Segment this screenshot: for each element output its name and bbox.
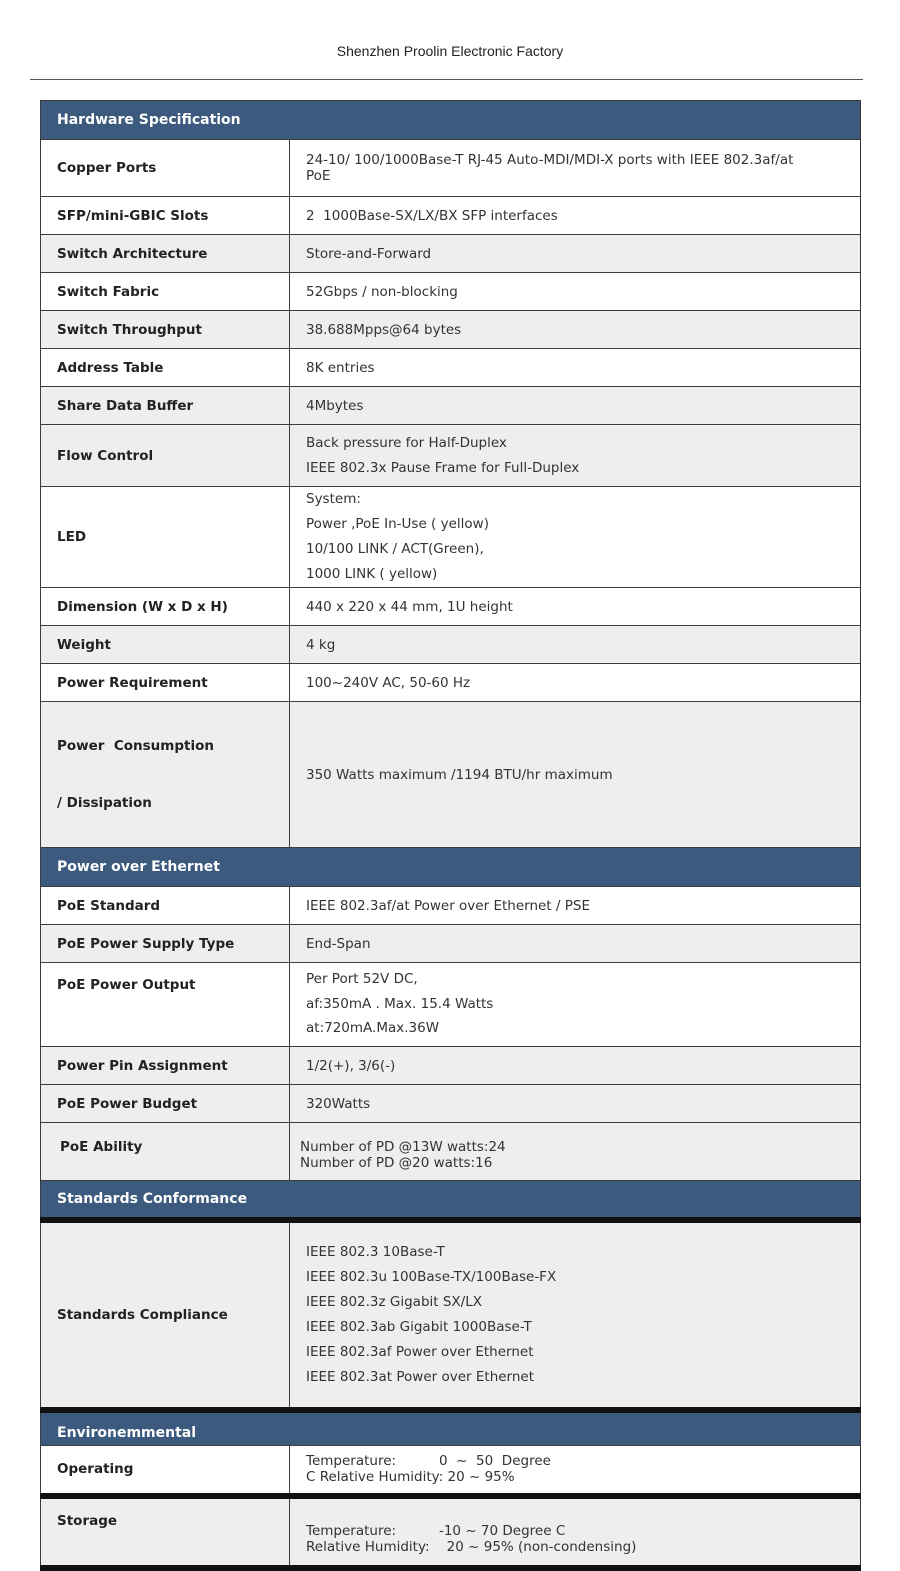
spec-value-line: Number of PD @13W watts:24 — [300, 1139, 506, 1155]
spec-value-line: IEEE 802.3x Pause Frame for Full-Duplex — [306, 459, 580, 476]
spec-value: 4 kg — [290, 626, 861, 664]
spec-value: End-Span — [290, 925, 861, 963]
spec-value — [290, 1496, 861, 1568]
row-flow-control — [41, 425, 861, 487]
spec-value — [290, 1220, 861, 1410]
spec-value-line: Number of PD @20 watts:16 — [300, 1155, 493, 1171]
spec-value-line: IEEE 802.3ab Gigabit 1000Base-T — [306, 1318, 532, 1335]
row-fabric — [41, 273, 861, 311]
spec-value: 350 Watts maximum /1194 BTU/hr maximum — [290, 702, 861, 848]
section-title: Standards Conformance — [41, 1181, 861, 1220]
spec-value-line: IEEE 802.3z Gigabit SX/LX — [306, 1293, 482, 1310]
section-title: Environemmental — [41, 1410, 861, 1446]
spec-value: 4Mbytes — [290, 387, 861, 425]
spec-table — [40, 100, 861, 1571]
spec-label: PoE Standard — [41, 887, 290, 925]
spec-value-line: Per Port 52V DC, — [306, 971, 418, 987]
row-poe-output — [41, 963, 861, 1047]
row-pin-assignment — [41, 1047, 861, 1085]
spec-value: 38.688Mpps@64 bytes — [290, 311, 861, 349]
spec-value: 440 x 220 x 44 mm, 1U height — [290, 588, 861, 626]
spec-value-line: 1000 LINK ( yellow) — [306, 566, 438, 582]
spec-label: LED — [41, 487, 290, 588]
row-weight — [41, 626, 861, 664]
row-led — [41, 487, 861, 588]
spec-value: Store-and-Forward — [290, 235, 861, 273]
spec-value — [290, 1446, 861, 1496]
page-title: Shenzhen Proolin Electronic Factory — [336, 43, 564, 59]
section-standards — [41, 1181, 861, 1220]
spec-value-line: Back pressure for Half-Duplex — [306, 435, 507, 451]
row-poe-budget — [41, 1085, 861, 1123]
row-copper-ports — [41, 140, 861, 197]
spec-label: PoE Power Budget — [41, 1085, 290, 1123]
spec-value: 320Watts — [290, 1085, 861, 1123]
row-poe-ability — [41, 1123, 861, 1181]
row-throughput — [41, 311, 861, 349]
section-title: Power over Ethernet — [41, 848, 861, 887]
spec-label: Switch Throughput — [41, 311, 290, 349]
spec-value: 100~240V AC, 50-60 Hz — [290, 664, 861, 702]
spec-value — [290, 140, 861, 197]
spec-value-line: Power ,PoE In-Use ( yellow) — [306, 516, 489, 532]
row-storage — [41, 1496, 861, 1568]
spec-label: Power Requirement — [41, 664, 290, 702]
row-poe-supply-type — [41, 925, 861, 963]
spec-label: Switch Architecture — [41, 235, 290, 273]
row-sfp — [41, 197, 861, 235]
spec-value-line: System: — [306, 491, 361, 507]
spec-value — [290, 963, 861, 1047]
spec-value-line: PoE — [306, 168, 331, 184]
row-standards-compliance — [41, 1220, 861, 1410]
spec-value: 1/2(+), 3/6(-) — [290, 1047, 861, 1085]
section-poe — [41, 848, 861, 887]
row-buffer — [41, 387, 861, 425]
row-address-table — [41, 349, 861, 387]
spec-value-line: IEEE 802.3u 100Base-TX/100Base-FX — [306, 1268, 557, 1285]
spec-label: Switch Fabric — [41, 273, 290, 311]
spec-label: PoE Power Output — [41, 963, 290, 1047]
spec-value-line: IEEE 802.3af Power over Ethernet — [306, 1343, 534, 1360]
spec-value: 2 1000Base-SX/LX/BX SFP interfaces — [290, 197, 861, 235]
spec-label: PoE Ability — [41, 1123, 290, 1181]
spec-value-line: 24-10/ 100/1000Base-T RJ-45 Auto-MDI/MDI-X ports with IEEE 802.3af/at — [306, 152, 794, 168]
spec-value-line: Temperature: 0 ~ 50 Degree — [306, 1453, 551, 1470]
spec-value — [290, 487, 861, 588]
title-divider — [30, 79, 863, 80]
spec-label: Flow Control — [41, 425, 290, 487]
spec-value-line: 10/100 LINK / ACT(Green), — [306, 541, 484, 557]
spec-value: IEEE 802.3af/at Power over Ethernet / PSE — [290, 887, 861, 925]
row-architecture — [41, 235, 861, 273]
spec-label: Standards Compliance — [41, 1220, 290, 1410]
section-environmental — [41, 1410, 861, 1446]
spec-label: PoE Power Supply Type — [41, 925, 290, 963]
spec-label: Operating — [41, 1446, 290, 1496]
spec-label-line: Power Consumption — [57, 738, 214, 754]
row-power-consumption — [41, 702, 861, 848]
spec-value-line: C Relative Humidity: 20 ~ 95% — [306, 1469, 515, 1486]
spec-value-line: af:350mA . Max. 15.4 Watts — [306, 995, 494, 1012]
spec-label: Dimension (W x D x H) — [41, 588, 290, 626]
spec-value — [290, 1123, 861, 1181]
spec-label — [41, 702, 290, 848]
row-dimension — [41, 588, 861, 626]
spec-value-line: at:720mA.Max.36W — [306, 1020, 440, 1036]
spec-value-line: Relative Humidity: 20 ~ 95% (non-condensing) — [306, 1538, 637, 1555]
row-power-requirement — [41, 664, 861, 702]
spec-value-line: Temperature: -10 ~ 70 Degree C — [306, 1522, 566, 1539]
spec-value: 52Gbps / non-blocking — [290, 273, 861, 311]
spec-label: Storage — [41, 1496, 290, 1568]
spec-label: SFP/mini-GBIC Slots — [41, 197, 290, 235]
spec-label-line: / Dissipation — [57, 794, 152, 811]
row-poe-standard — [41, 887, 861, 925]
section-title: Hardware Specification — [41, 101, 861, 140]
section-hardware — [41, 101, 861, 140]
spec-value-line: IEEE 802.3at Power over Ethernet — [306, 1368, 535, 1385]
spec-value: 8K entries — [290, 349, 861, 387]
spec-label: Share Data Buffer — [41, 387, 290, 425]
spec-value — [290, 425, 861, 487]
spec-label: Power Pin Assignment — [41, 1047, 290, 1085]
spec-value-line: IEEE 802.3 10Base-T — [306, 1243, 445, 1260]
spec-label: Address Table — [41, 349, 290, 387]
spec-label: Weight — [41, 626, 290, 664]
row-operating — [41, 1446, 861, 1496]
spec-label: Copper Ports — [41, 140, 290, 197]
